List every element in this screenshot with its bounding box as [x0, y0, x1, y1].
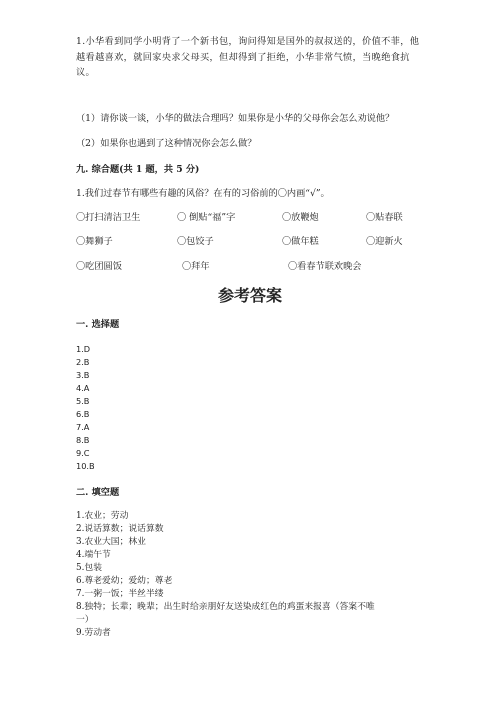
choice-answer: 8.B: [76, 435, 90, 445]
choice-answer: 10.B: [76, 461, 95, 471]
option-lion-dance[interactable]: 〇舞狮子: [76, 236, 113, 247]
fill-answer: 5.包装: [76, 563, 102, 573]
question-passage: 1.小华看到同学小明背了一个新书包，询问得知是国外的叔叔送的，价值不菲，他越看越喜欢，就回家央求父母买，但却得到了拒绝，小华非常气愤，当晚绝食抗议。: [76, 36, 420, 78]
fill-answer: 8.独特；长辈；晚辈；出生时给亲朋好友送染成红色的鸡蛋来报喜（答案不唯: [76, 602, 375, 612]
option-clean[interactable]: 〇打扫清洁卫生: [76, 212, 141, 223]
option-new-fire[interactable]: 〇迎新火: [366, 236, 403, 247]
sub-question-1: （1）请你谈一谈，小华的做法合理吗？如果你是小华的父母你会怎么劝说他？: [76, 113, 395, 124]
option-reunion-dinner[interactable]: 〇吃团圆饭: [76, 261, 122, 272]
choice-answer: 4.A: [76, 383, 90, 393]
fill-answer: 6.尊老爱幼；爱幼；尊老: [76, 576, 173, 586]
choice-answer: 3.B: [76, 370, 90, 380]
choice-answer: 7.A: [76, 422, 90, 432]
option-nian-gao[interactable]: 〇做年糕: [282, 236, 319, 247]
option-fu[interactable]: 〇 倒贴“福”字: [177, 212, 236, 223]
option-couplets[interactable]: 〇贴春联: [366, 212, 403, 223]
option-firecrackers[interactable]: 〇放鞭炮: [282, 212, 319, 223]
section-2-heading: 二. 填空题: [76, 487, 120, 498]
option-dumplings[interactable]: 〇包饺子: [177, 236, 214, 247]
fill-answer: 7.一粥一饭；半丝半缕: [76, 589, 164, 599]
fill-answer: 3.农业大国；林业: [76, 537, 146, 547]
section-9-heading: 九. 综合题(共 1 题，共 5 分): [76, 164, 200, 175]
fill-answer: 2.说话算数；说话算数: [76, 524, 164, 534]
choice-answer: 6.B: [76, 409, 90, 419]
sub-question-2: （2）如果你也遇到了这种情况你会怎么做？: [76, 138, 257, 149]
fill-answer: 一）: [76, 615, 94, 625]
fill-answer: 4.端午节: [76, 550, 111, 560]
choice-answer: 5.B: [76, 396, 90, 406]
choice-answer: 1.D: [76, 344, 91, 354]
option-new-year-visit[interactable]: 〇拜年: [182, 261, 210, 272]
answer-title: 参考答案: [217, 286, 282, 305]
fill-answer: 9.劳动者: [76, 628, 111, 638]
section-1-heading: 一. 选择题: [76, 319, 120, 330]
option-gala[interactable]: 〇看春节联欢晚会: [288, 261, 362, 272]
section-9-question: 1.我们过春节有哪些有趣的风俗？在有的习俗前的〇内画“√”。: [76, 188, 330, 199]
choice-answer: 2.B: [76, 357, 90, 367]
fill-answer: 1.农业；劳动: [76, 511, 129, 521]
choice-answer: 9.C: [76, 448, 90, 458]
